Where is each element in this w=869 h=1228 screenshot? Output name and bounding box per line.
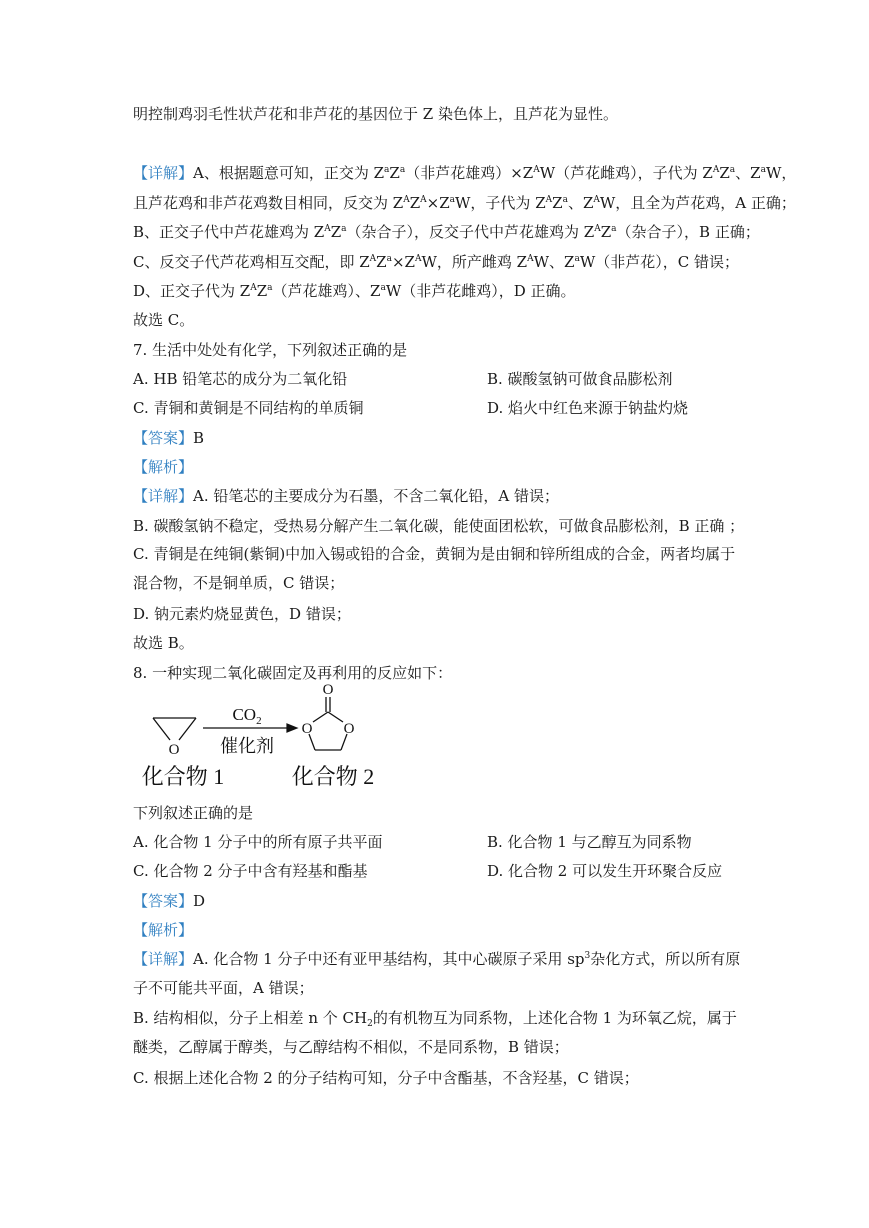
- q7-option-c: C. 青铜和黄铜是不同结构的单质铜: [133, 399, 364, 417]
- cyclic-carbonate-structure: [309, 697, 347, 750]
- q7-analysis-tag: 【解析】: [133, 458, 194, 476]
- q8-answer: 【答案】D: [133, 892, 206, 910]
- q7-conclusion: 故选 B。: [133, 634, 194, 652]
- q8-option-b: B. 化合物 1 与乙醇互为同系物: [487, 833, 692, 851]
- q7-detail-4: D. 钠元素灼烧显黄色，D 错误；: [133, 605, 351, 623]
- q7-option-d: D. 焰火中红色来源于钠盐灼烧: [487, 399, 689, 417]
- ring-oxygen-right: O: [343, 721, 355, 737]
- answer-tag: 【答案】: [133, 429, 194, 447]
- catalyst-label: 催化剂: [220, 736, 274, 756]
- compound-2-label: 化合物 2: [291, 764, 375, 789]
- q7-detail-3: C. 青铜是在纯铜(紫铜)中加入锡或铅的合金，黄铜为是由铜和锌所组成的合金，两者均属于混合物，不是铜单质，C 错误；: [133, 545, 736, 592]
- q8-option-c: C. 化合物 2 分子中含有羟基和酯基: [133, 862, 368, 880]
- carbonyl-oxygen: O: [322, 682, 334, 698]
- q7-option-b: B. 碳酸氢钠可做食品膨松剂: [487, 370, 673, 388]
- q7-option-a: A. HB 铅笔芯的成分为二氧化铅: [133, 370, 348, 388]
- epoxide-oxygen: O: [168, 742, 180, 758]
- text-line: C、反交子代芦花鸡相互交配，即 $Z^AZ^a\times Z^AW$，所产雌鸡 $Z^AW$、$Z^aW$（非芦花），C 错误；: [133, 253, 739, 271]
- ring-oxygen-left: O: [301, 721, 313, 737]
- answer-tag: 【答案】: [133, 892, 194, 910]
- reagent-label: $CO_2$: [232, 705, 262, 727]
- q7-answer: 【答案】B: [133, 429, 205, 447]
- detail-line: 【详解】A、根据题意可知，正交为 $Z^aZ^a$（非芦花雄鸡）$\times Z^AW$（芦花雌鸡），子代为 $Z^AZ^a$、$Z^aW$，: [133, 164, 797, 182]
- reaction-diagram: [133, 672, 393, 797]
- q7-detail-1: 【详解】A. 铅笔芯的主要成分为石墨，不含二氧化铅，A 错误；: [133, 487, 559, 505]
- epoxide-structure: [153, 718, 196, 740]
- detail-tag: 【详解】: [133, 950, 194, 968]
- q8-detail-1: 【详解】A. 化合物 1 分子中还有亚甲基结构，其中心碳原子采用 $sp^3$杂化方式，所以所有原子不可能共平面，A 错误；: [133, 950, 741, 997]
- compound-1-label: 化合物 1: [141, 764, 225, 789]
- text-line: B、正交子代中芦花雄鸡为 $Z^AZ^a$（杂合子），反交子代中芦花雄鸡为 $Z^AZ^a$（杂合子），B 正确；: [133, 223, 760, 241]
- q8-analysis-tag: 【解析】: [133, 921, 194, 939]
- q8-question: 下列叙述正确的是: [133, 804, 254, 822]
- detail-tag: 【详解】: [133, 164, 194, 182]
- detail-tag: 【详解】: [133, 487, 194, 505]
- question-7-stem: 7. 生活中处处有化学，下列叙述正确的是: [133, 341, 408, 359]
- text-line: D、正交子代为 $Z^AZ^a$（芦花雄鸡）、$Z^aW$（非芦花雌鸡），D 正确。: [133, 282, 576, 300]
- question-8-stem: 8. 一种实现二氧化碳固定及再利用的反应如下：: [133, 664, 453, 682]
- q8-detail-2: B. 结构相似，分子上相差 n 个 $CH_2$的有机物互为同系物，上述化合物 1 为环氧乙烷，属于醚类，乙醇属于醇类，与乙醇结构不相似，不是同系物，B 错误；: [133, 1009, 737, 1056]
- conclusion-line: 故选 C。: [133, 311, 195, 329]
- q7-detail-2: B. 碳酸氢钠不稳定，受热易分解产生二氧化碳，能使面团松软，可做食品膨松剂，B 正确 ；: [133, 517, 745, 535]
- q8-detail-3: C. 根据上述化合物 2 的分子结构可知，分子中含酯基，不含羟基，C 错误；: [133, 1069, 639, 1087]
- q8-option-d: D. 化合物 2 可以发生开环聚合反应: [487, 862, 723, 880]
- q8-option-a: A. 化合物 1 分子中的所有原子共平面: [133, 833, 383, 851]
- text-line: 明控制鸡羽毛性状芦花和非芦花的基因位于 Z 染色体上，且芦花为显性。: [133, 105, 618, 123]
- text-line: 且芦花鸡和非芦花鸡数目相同，反交为 $Z^AZ^A\times Z^aW$，子代为 $Z^AZ^a$、$Z^AW$，且全为芦花鸡，A 正确；: [133, 194, 796, 212]
- reaction-arrow: [203, 724, 297, 732]
